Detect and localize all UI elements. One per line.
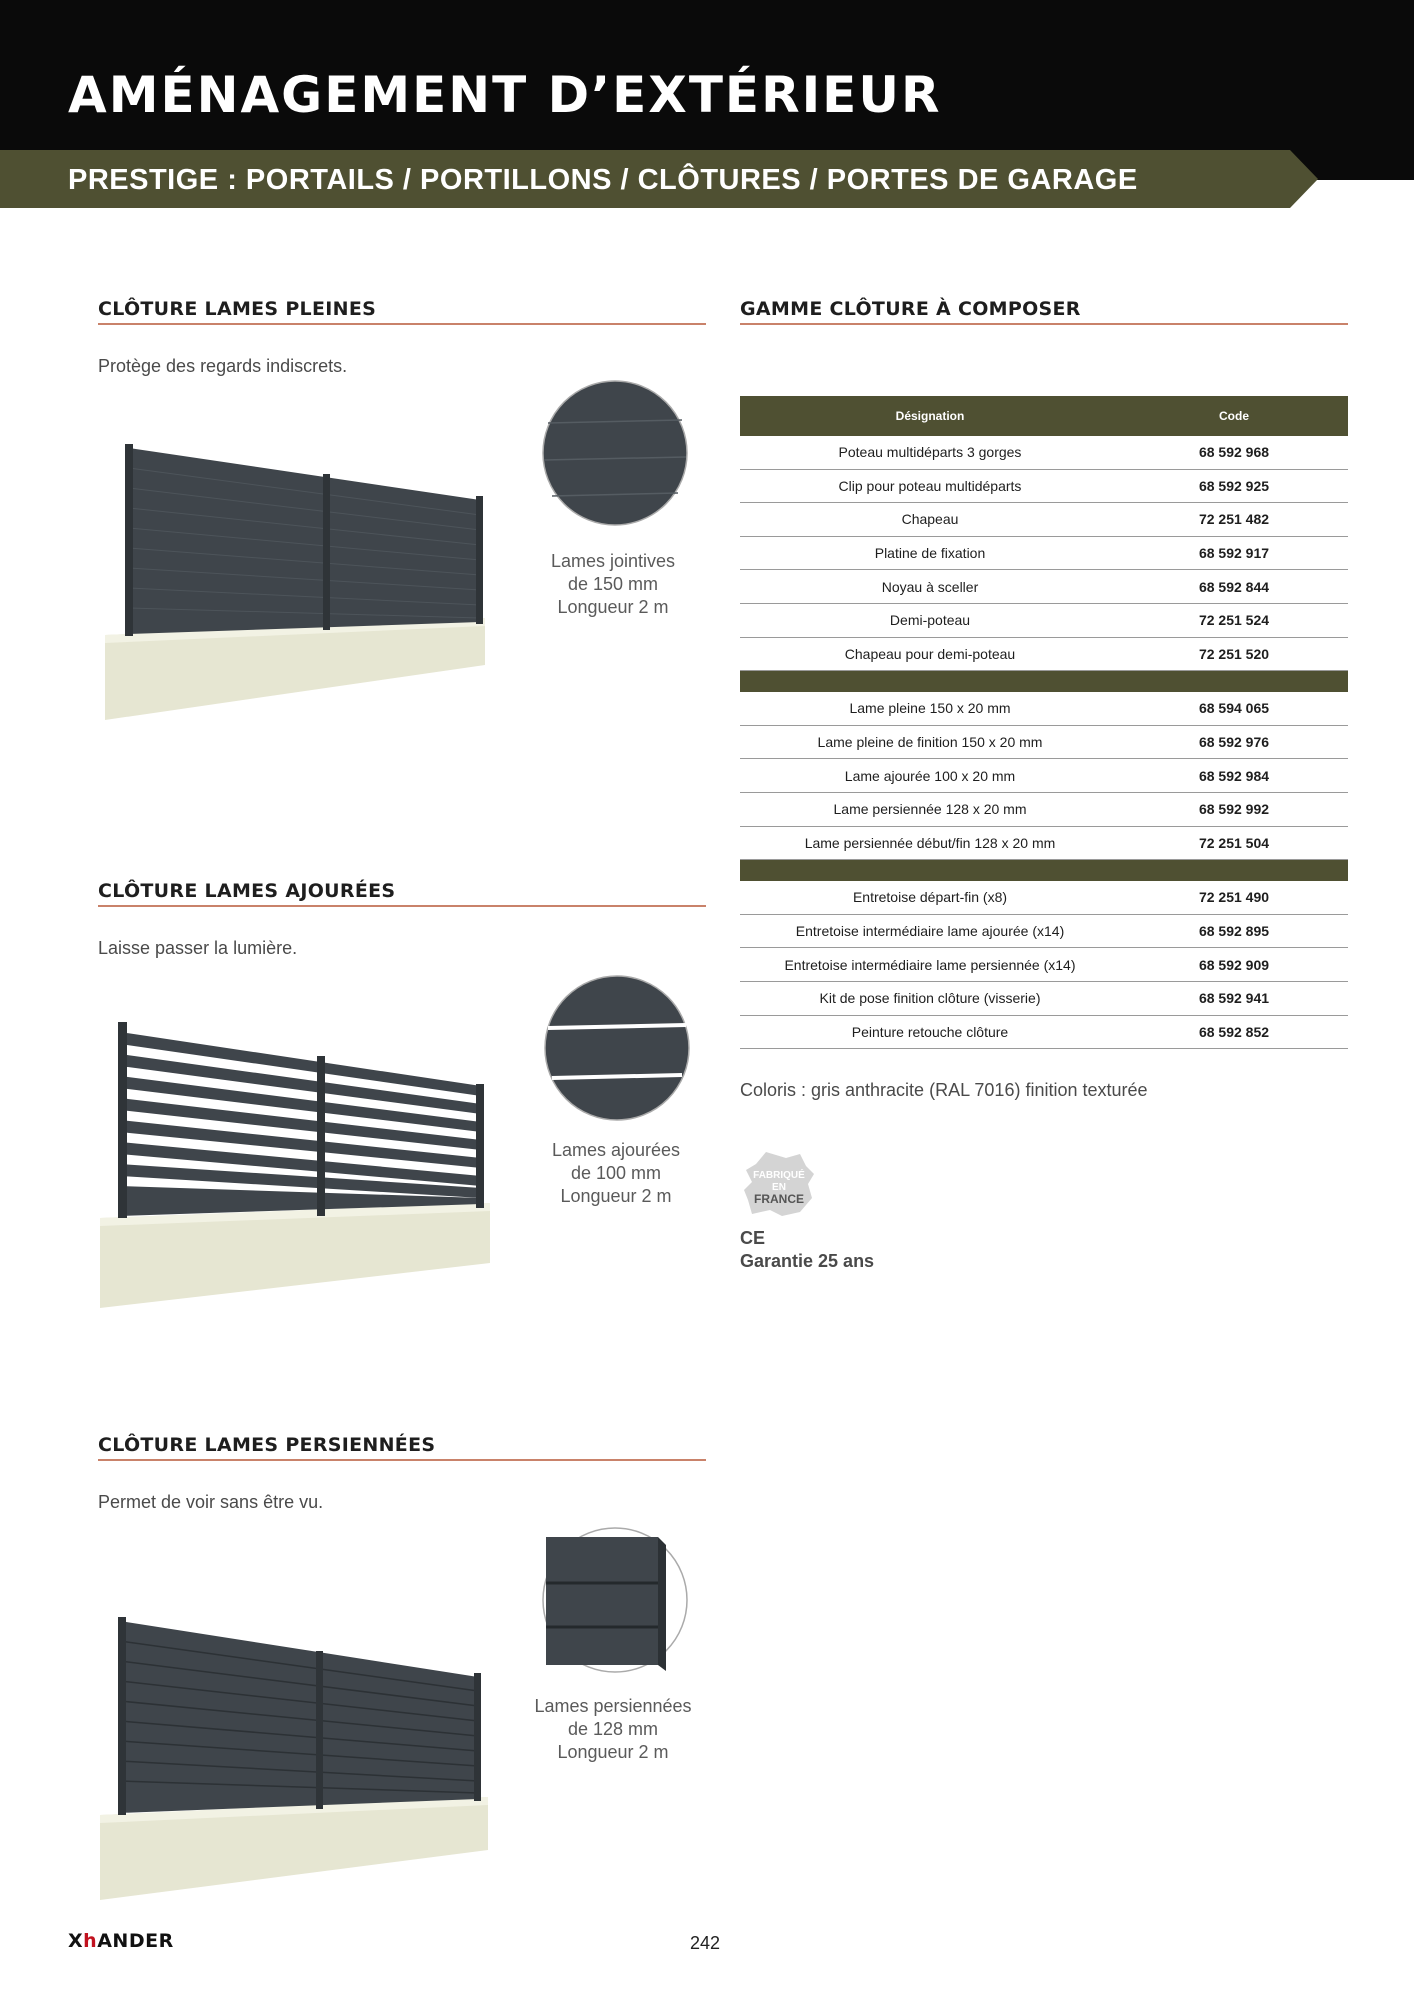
cell-designation: Clip pour poteau multidéparts bbox=[838, 477, 1022, 494]
badge-line: FRANCE bbox=[754, 1192, 804, 1206]
cell-code: 68 592 968 bbox=[1198, 444, 1270, 461]
section-title-lames-pleines: CLÔTURE LAMES PLEINES bbox=[98, 298, 377, 320]
coloris-note: Coloris : gris anthracite (RAL 7016) finition texturée bbox=[740, 1080, 1148, 1100]
cell-code: 72 251 524 bbox=[1198, 612, 1270, 629]
cell-designation: Chapeau pour demi-poteau bbox=[844, 645, 1016, 662]
cell-designation: Entretoise intermédiaire lame persiennée (x14) bbox=[784, 956, 1076, 973]
table-row bbox=[740, 604, 1348, 638]
section-divider bbox=[740, 323, 1348, 325]
table-row bbox=[740, 793, 1348, 827]
lame-persiennee-swatch bbox=[540, 1525, 690, 1675]
cell-code: 68 592 844 bbox=[1198, 578, 1270, 595]
cell-code: 68 592 909 bbox=[1198, 956, 1270, 973]
section-title-lames-ajourees: CLÔTURE LAMES AJOURÉES bbox=[98, 880, 396, 902]
column-header-code: Code bbox=[1219, 409, 1249, 423]
caption-line: Longueur 2 m bbox=[560, 1186, 672, 1206]
table-row bbox=[740, 881, 1348, 915]
caption-line: Longueur 2 m bbox=[557, 1742, 669, 1762]
cell-designation: Lame persiennée début/fin 128 x 20 mm bbox=[804, 834, 1056, 851]
cell-code: 68 592 992 bbox=[1198, 801, 1270, 818]
table-row bbox=[740, 759, 1348, 793]
section-divider bbox=[98, 1459, 706, 1461]
product-table bbox=[740, 396, 1348, 1049]
page-number: 242 bbox=[690, 1933, 721, 1953]
table-row bbox=[740, 537, 1348, 571]
table-group-separator bbox=[740, 671, 1348, 692]
brand-logo bbox=[68, 1930, 174, 1952]
caption-line: Lames jointives bbox=[550, 551, 676, 571]
ce-mark: CE bbox=[740, 1228, 766, 1248]
section-description: Protège des regards indiscrets. bbox=[98, 356, 348, 376]
made-in-france-badge bbox=[742, 1150, 816, 1220]
section-divider bbox=[98, 323, 706, 325]
table-row bbox=[740, 570, 1348, 604]
cell-code: 68 592 941 bbox=[1198, 990, 1270, 1007]
cell-designation: Poteau multidéparts 3 gorges bbox=[838, 444, 1022, 461]
cell-designation: Demi-poteau bbox=[889, 612, 971, 629]
fence-illustration-lames-ajourees bbox=[98, 1018, 493, 1313]
cell-code: 68 592 852 bbox=[1198, 1023, 1270, 1040]
table-header bbox=[740, 396, 1348, 436]
cell-code: 68 592 925 bbox=[1198, 477, 1270, 494]
table-row bbox=[740, 726, 1348, 760]
cell-code: 72 251 504 bbox=[1198, 834, 1270, 851]
cell-code: 68 592 895 bbox=[1198, 923, 1270, 940]
fence-illustration-lames-persiennees bbox=[98, 1615, 493, 1905]
cell-designation: Chapeau bbox=[901, 511, 959, 528]
cell-code: 72 251 482 bbox=[1198, 511, 1270, 528]
page-subtitle: PRESTIGE : PORTAILS / PORTILLONS / CLÔTURES / PORTES DE GARAGE bbox=[68, 164, 1138, 196]
page-title: AMÉNAGEMENT D’EXTÉRIEUR bbox=[68, 66, 942, 124]
cell-code: 68 592 917 bbox=[1198, 545, 1270, 562]
caption-line: Lames persiennées bbox=[534, 1696, 692, 1716]
fence-illustration-lames-pleines bbox=[105, 440, 490, 725]
caption-lames-pleines bbox=[523, 550, 703, 619]
cell-designation: Kit de pose finition clôture (visserie) bbox=[819, 990, 1041, 1007]
table-row bbox=[740, 827, 1348, 861]
section-description: Permet de voir sans être vu. bbox=[98, 1492, 324, 1512]
lame-pleine-swatch bbox=[540, 378, 690, 528]
cell-designation: Noyau à sceller bbox=[881, 578, 979, 595]
cell-designation: Entretoise intermédiaire lame ajourée (x14) bbox=[795, 923, 1065, 940]
lame-ajouree-swatch bbox=[542, 973, 692, 1123]
cell-designation: Lame ajourée 100 x 20 mm bbox=[844, 767, 1016, 784]
caption-line: Longueur 2 m bbox=[557, 597, 669, 617]
table-row bbox=[740, 470, 1348, 504]
section-description: Laisse passer la lumière. bbox=[98, 938, 298, 958]
badge-line: EN bbox=[772, 1182, 786, 1193]
cell-code: 68 594 065 bbox=[1198, 700, 1270, 717]
cell-code: 68 592 976 bbox=[1198, 734, 1270, 751]
table-body bbox=[740, 436, 1348, 1049]
section-divider bbox=[98, 905, 706, 907]
caption-line: Lames ajourées bbox=[551, 1140, 681, 1160]
table-row bbox=[740, 1016, 1348, 1050]
cell-designation: Lame pleine 150 x 20 mm bbox=[849, 700, 1011, 717]
table-row bbox=[740, 503, 1348, 537]
cell-designation: Entretoise départ-fin (x8) bbox=[852, 889, 1008, 906]
column-header-designation: Désignation bbox=[895, 409, 965, 423]
cell-designation: Lame persiennée 128 x 20 mm bbox=[833, 801, 1027, 818]
section-title-lames-persiennees: CLÔTURE LAMES PERSIENNÉES bbox=[98, 1434, 436, 1456]
garantie-note: Garantie 25 ans bbox=[740, 1251, 875, 1271]
cell-code: 68 592 984 bbox=[1198, 767, 1270, 784]
cell-code: 72 251 520 bbox=[1198, 645, 1270, 662]
table-row bbox=[740, 982, 1348, 1016]
table-group-separator bbox=[740, 860, 1348, 881]
table-row bbox=[740, 915, 1348, 949]
cell-code: 72 251 490 bbox=[1198, 889, 1270, 906]
caption-lames-ajourees bbox=[526, 1139, 706, 1208]
cell-designation: Lame pleine de finition 150 x 20 mm bbox=[817, 734, 1043, 751]
badge-line: FABRIQUÉ bbox=[753, 1170, 805, 1181]
table-row bbox=[740, 692, 1348, 726]
table-row bbox=[740, 436, 1348, 470]
table-row bbox=[740, 948, 1348, 982]
section-title-gamme: GAMME CLÔTURE À COMPOSER bbox=[740, 298, 1081, 320]
table-row bbox=[740, 638, 1348, 672]
caption-line: de 100 mm bbox=[570, 1163, 662, 1183]
cell-designation: Peinture retouche clôture bbox=[851, 1023, 1009, 1040]
caption-line: de 150 mm bbox=[567, 574, 659, 594]
cell-designation: Platine de fixation bbox=[874, 545, 986, 562]
brand-logo-text: XhANDER bbox=[68, 1930, 174, 1952]
caption-line: de 128 mm bbox=[567, 1719, 659, 1739]
caption-lames-persiennees bbox=[523, 1695, 703, 1764]
